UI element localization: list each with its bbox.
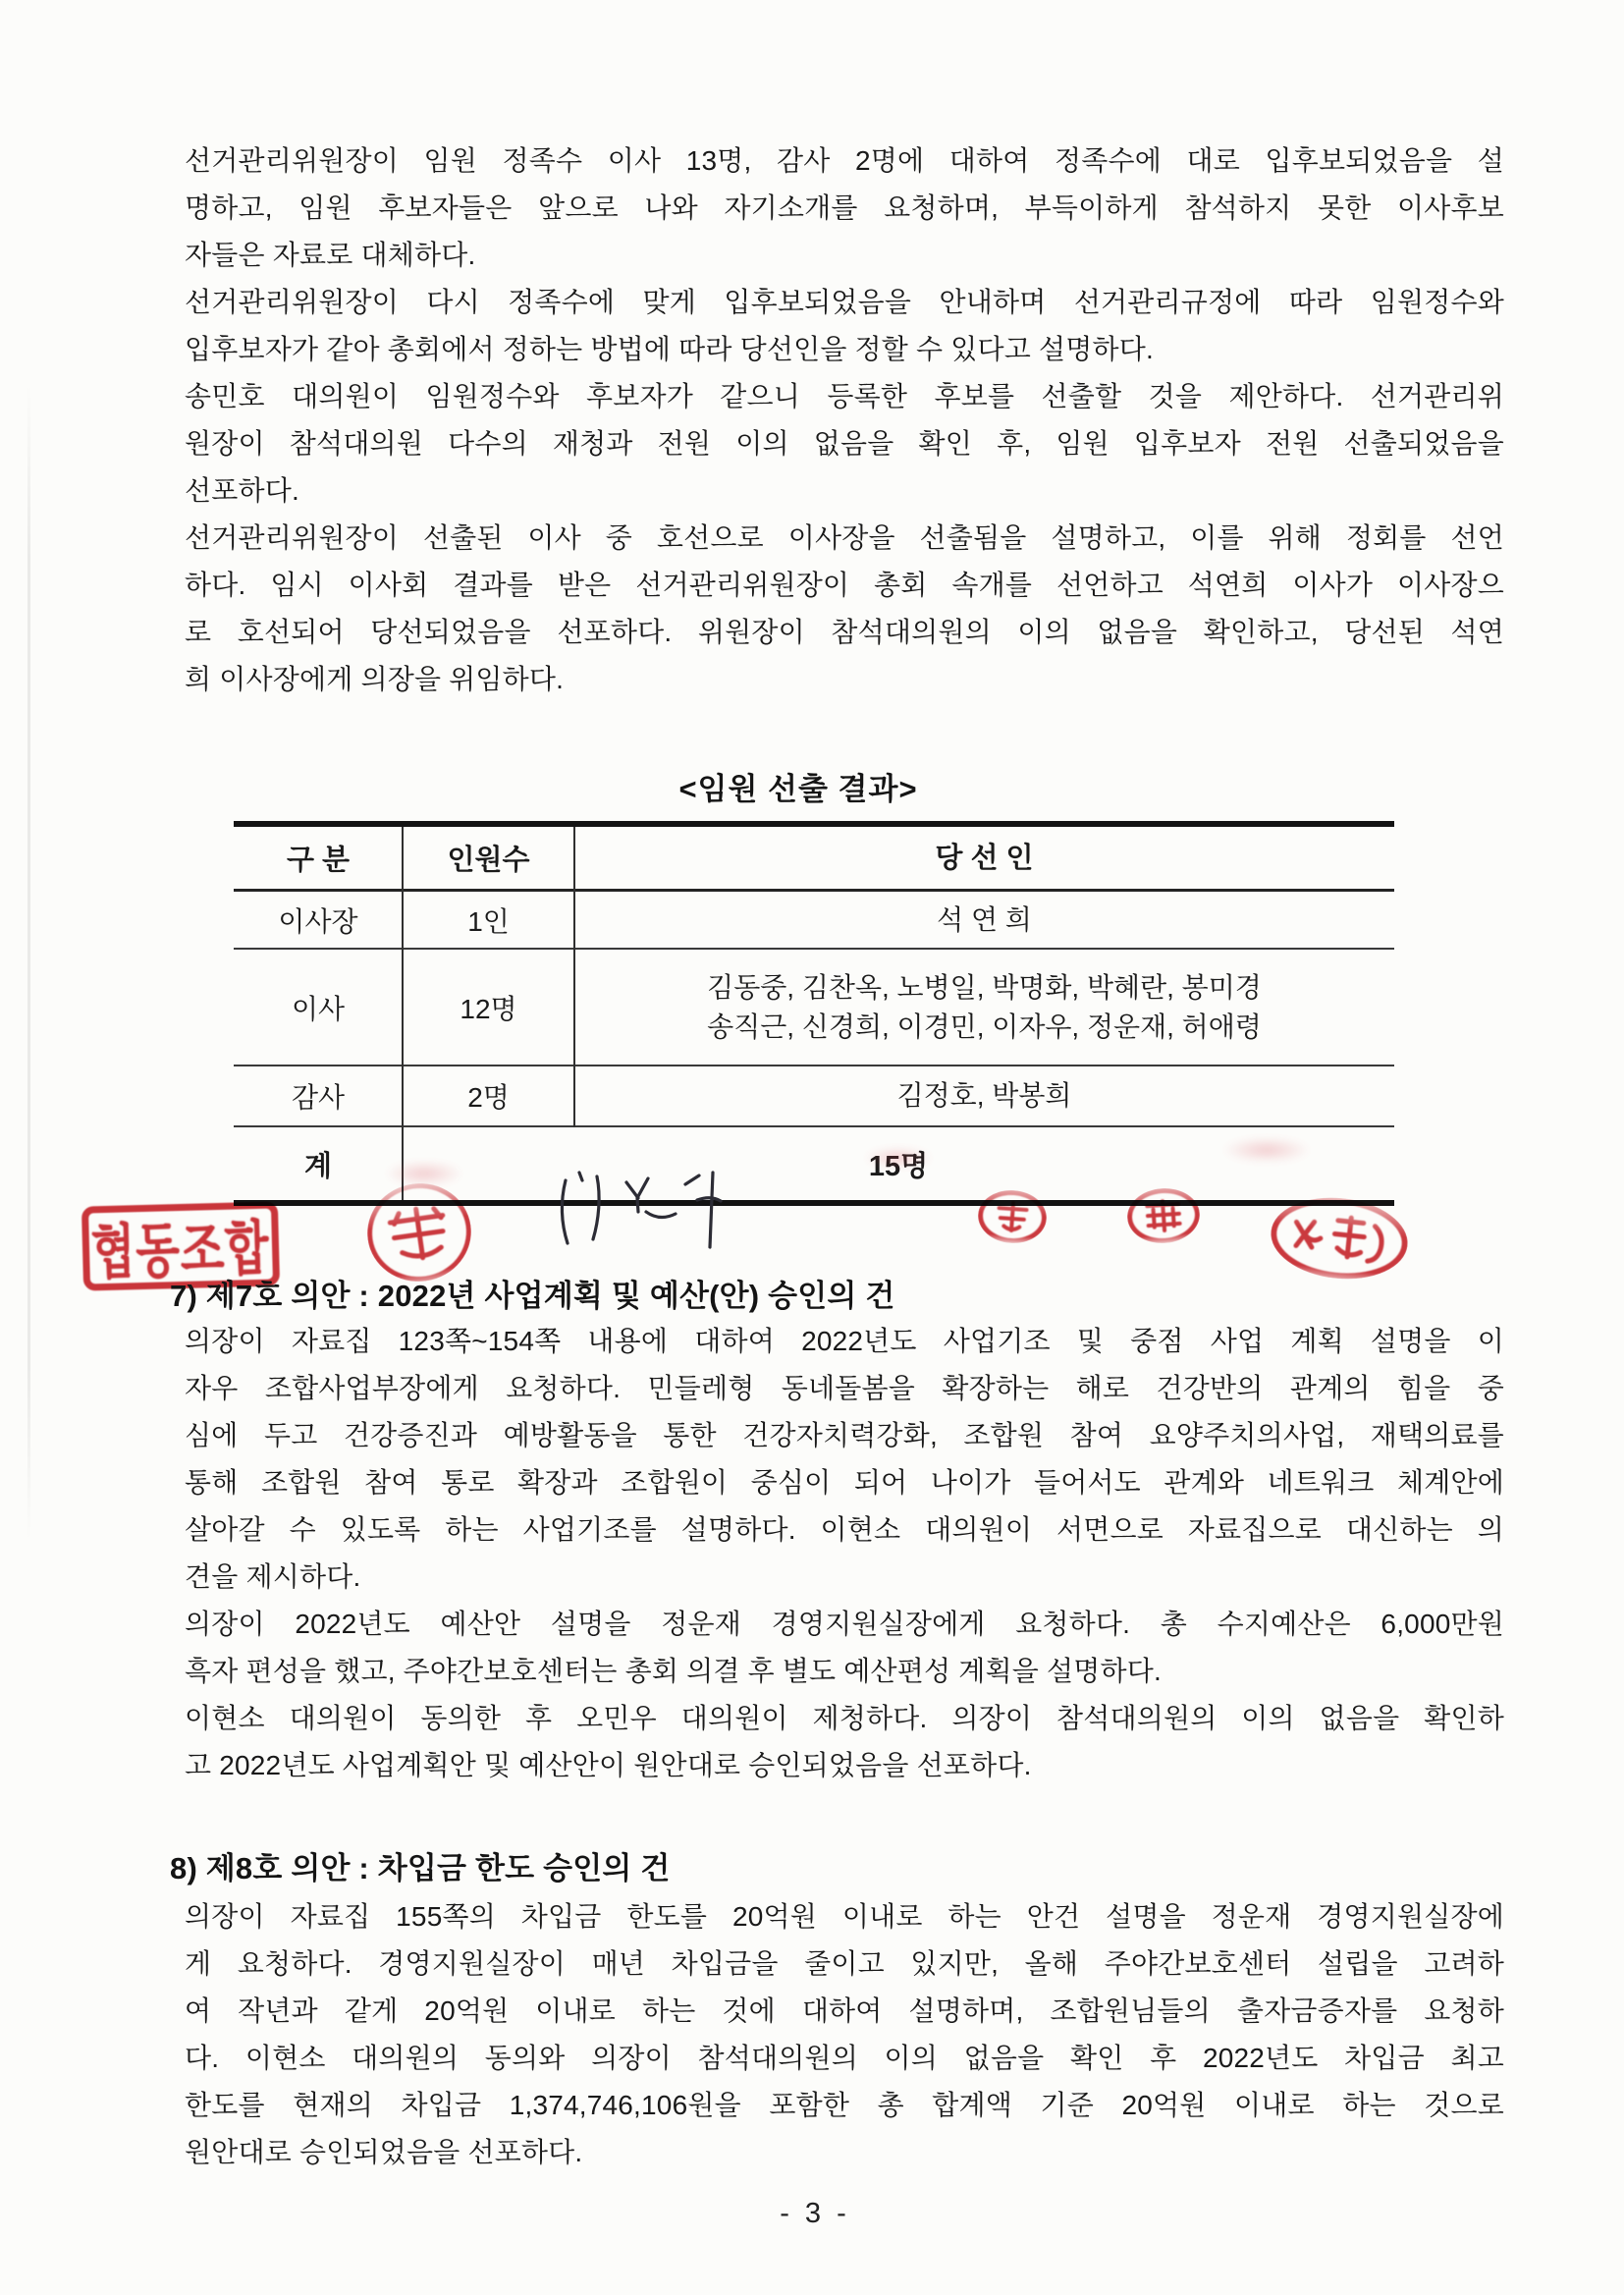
seal-text: 협동조합 — [90, 1215, 271, 1286]
text-line: 선포하다. — [185, 475, 299, 506]
red-ink-smudge — [864, 1147, 933, 1169]
row-count: 2명 — [467, 1082, 510, 1113]
table-header-row — [234, 827, 1394, 892]
text-line: 견을 제시하다. — [185, 1561, 361, 1592]
text-line: 입후보자가 같아 총회에서 정하는 방법에 따라 당선인을 정할 수 있다고 설명하다. — [185, 334, 1154, 364]
text-line: 선거관리위원장이 임원 정족수 이사 13명, 감사 2명에 대하여 정족수에 대로 입후보되었음을 설 — [185, 145, 1504, 176]
red-ink-smudge — [1222, 1137, 1311, 1163]
page-number: - 3 - — [780, 2198, 850, 2229]
row-count: 1인 — [467, 905, 510, 937]
text-line: 여 작년과 같게 20억원 이내로 하는 것에 대하여 설명하며, 조합원님들의 출자금증자를 요청하 — [185, 1995, 1504, 2026]
section-7-paragraphs — [185, 1318, 1504, 1789]
text-line: 의장이 자료집 123쪽~154쪽 내용에 대하여 2022년도 사업기조 및 중점 사업 계획 설명을 이 — [185, 1326, 1504, 1356]
text-line: 희 이사장에게 의장을 위임하다. — [185, 664, 565, 694]
total-value: 15명 — [868, 1150, 929, 1182]
text-line: 명하고, 임원 후보자들은 앞으로 나와 자기소개를 요청하며, 부득이하게 참석하지 못한 이사후보 — [185, 192, 1504, 223]
text-line: 흑자 편성을 했고, 주야간보호센터는 총회 의결 후 별도 예산편성 계획을 설명하다. — [185, 1656, 1162, 1686]
text-line: 자들은 자료로 대체하다. — [185, 240, 476, 270]
row-winners — [574, 892, 1394, 948]
text-line: 로 호선되어 당선되었음을 선포하다. 위원장이 참석대의원의 이의 없음을 확인하고, 당선된 석연 — [185, 617, 1504, 647]
text-line: 의장이 자료집 155쪽의 차입금 한도를 20억원 이내로 하는 안건 설명을 정운재 경영지원실장에 — [185, 1901, 1504, 1932]
handwritten-signature-mark — [542, 1159, 738, 1262]
intro-paragraphs — [185, 137, 1504, 703]
table-column-divider — [573, 827, 575, 1127]
text-line: 원장이 참석대의원 다수의 재청과 전원 이의 없음을 확인 후, 임원 입후보자 전원 선출되었음을 — [185, 428, 1504, 459]
winner-name-line: 김동중, 김찬옥, 노병일, 박명화, 박혜란, 봉미경 — [707, 971, 1262, 1003]
text-line: 고 2022년도 사업계획안 및 예산안이 원안대로 승인되었음을 선포하다. — [185, 1750, 1032, 1780]
winner-name-line: 김정호, 박봉희 — [896, 1080, 1072, 1111]
section-8-paragraphs — [185, 1893, 1504, 2176]
row-category: 이사장 — [278, 905, 358, 937]
row-category: 이사 — [291, 993, 346, 1024]
scanner-artifact-line — [27, 383, 30, 1542]
text-line: 선거관리위원장이 선출된 이사 중 호선으로 이사장을 선출됨을 설명하고, 이를 위해 정회를 선언 — [185, 522, 1504, 553]
text-line: 선거관리위원장이 다시 정족수에 맞게 입후보되었음을 안내하며 선거관리규정에 따라 임원정수와 — [185, 287, 1504, 317]
row-count: 12명 — [460, 993, 517, 1024]
winner-name-line: 석 연 희 — [937, 903, 1032, 935]
text-line: 통해 조합원 참여 통로 확장과 조합원이 중심이 되어 나이가 들어서도 관계와 네트워크 체계안에 — [185, 1467, 1504, 1498]
seal-glyphs — [373, 1188, 465, 1278]
text-line: 송민호 대의원이 임원정수와 후보자가 같으니 등록한 후보를 선출할 것을 제안하다. 선거관리위 — [185, 381, 1504, 411]
section-8-heading: 8) 제8호 의안 : 차입금 한도 승인의 건 — [170, 1851, 671, 1885]
text-line: 원안대로 승인되었음을 선포하다. — [185, 2137, 583, 2167]
table-row — [234, 892, 1394, 950]
row-category: 감사 — [291, 1082, 346, 1113]
election-results-table — [234, 821, 1394, 1206]
election-results-title: <임원 선출 결과> — [678, 772, 918, 806]
text-line: 이현소 대의원이 동의한 후 오민우 대의원이 제청하다. 의장이 참석대의원의 이의 없음을 확인하 — [185, 1703, 1504, 1733]
section-7-heading: 7) 제7호 의안 : 2022년 사업계획 및 예산(안) 승인의 건 — [170, 1279, 895, 1313]
table-column-divider — [402, 827, 404, 1200]
header-cell-category: 구 분 — [286, 845, 351, 876]
text-line: 심에 두고 건강증진과 예방활동을 통한 건강자치력강화, 조합원 참여 요양주치의사업, 재택의료를 — [185, 1420, 1504, 1450]
row-winners — [574, 1066, 1394, 1125]
text-line: 하다. 임시 이사회 결과를 받은 선거관리위원장이 총회 속개를 선언하고 석연희 이사가 이사장으 — [185, 570, 1504, 600]
table-row — [234, 1066, 1394, 1127]
text-line: 자우 조합사업부장에게 요청하다. 민들레형 동네돌봄을 확장하는 해로 건강반의 관계의 힘을 중 — [185, 1373, 1504, 1403]
text-line: 의장이 2022년도 예산안 설명을 정운재 경영지원실장에게 요청하다. 총 수지예산은 6,000만원 — [185, 1609, 1504, 1639]
text-line: 살아갈 수 있도록 하는 사업기조를 설명하다. 이현소 대의원이 서면으로 자료집으로 대신하는 의 — [185, 1514, 1504, 1545]
text-line: 게 요청하다. 경영지원실장이 매년 차입금을 줄이고 있지만, 올해 주야간보호센터 설립을 고려하 — [185, 1948, 1504, 1979]
table-row — [234, 950, 1394, 1066]
header-cell-count: 인원수 — [447, 845, 530, 876]
text-line: 다. 이현소 대의원의 동의와 의장이 참석대의원의 이의 없음을 확인 후 2022년도 차입금 최고 — [185, 2043, 1504, 2073]
row-winners — [574, 950, 1394, 1065]
total-label: 계 — [303, 1150, 332, 1182]
header-cell-winners: 당 선 인 — [935, 842, 1034, 874]
text-line: 한도를 현재의 차입금 1,374,746,106원을 포함한 총 합계액 기준 20억원 이내로 하는 것으로 — [185, 2090, 1504, 2120]
winner-name-line: 송직근, 신경희, 이경민, 이자우, 정운재, 허애령 — [707, 1011, 1262, 1042]
